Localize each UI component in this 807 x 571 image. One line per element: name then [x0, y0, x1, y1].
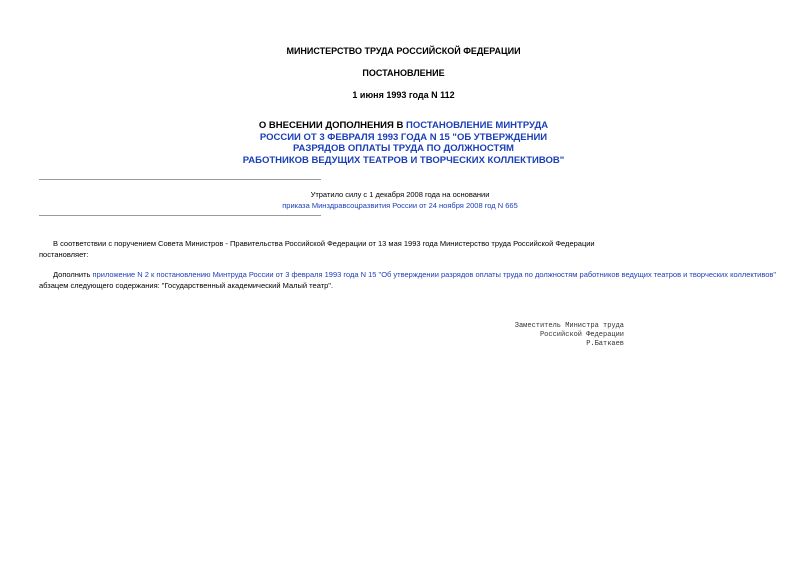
appendix-link[interactable]: приложение N 2 к постановлению Минтруда России от 3 февраля 1993 года N 15 "Об утверждении разрядов оплаты труда по должностям работников ведущих театров и творческих коллективов": [92, 270, 777, 279]
paragraph-2-line-2: абзацем следующего содержания: "Государственный академический Малый театр".: [39, 281, 334, 290]
title-link-part-3[interactable]: РАЗРЯДОВ ОПЛАТЫ ТРУДА ПО ДОЛЖНОСТЯМ: [293, 143, 514, 154]
status-note-link[interactable]: приказа Минздравсоцразвития России от 24 ноября 2008 год N 665: [282, 201, 518, 210]
signature-org: Российской Федерации: [539, 331, 624, 339]
paragraph-1-line-2: постановляет:: [39, 250, 89, 259]
divider-bottom: [39, 215, 321, 216]
title-link-part-4[interactable]: РАБОТНИКОВ ВЕДУЩИХ ТЕАТРОВ И ТВОРЧЕСКИХ КОЛЛЕКТИВОВ": [242, 154, 565, 166]
status-note-text: Утратило силу с 1 декабря 2008 года на основании: [310, 190, 490, 199]
title-line-1: [0, 120, 807, 132]
signature-title: Заместитель Министра труда: [514, 322, 624, 330]
title-link-part-1[interactable]: ПОСТАНОВЛЕНИЕ МИНТРУДА: [405, 120, 549, 131]
document-title: [0, 120, 807, 166]
paragraph-2-start: Дополнить: [53, 270, 93, 279]
paragraph-2-line-1: [39, 270, 793, 281]
document-type-heading: ПОСТАНОВЛЕНИЕ: [362, 68, 445, 78]
signature-name: Р.Баткаев: [586, 340, 624, 348]
ministry-heading: МИНИСТЕРСТВО ТРУДА РОССИЙСКОЙ ФЕДЕРАЦИИ: [286, 46, 521, 56]
paragraph-1-line-1: В соответствии с поручением Совета Министров - Правительства Российской Федерации от 13 мая 1993 года Министерство труда Российской Федерации: [53, 239, 595, 248]
title-link-part-2[interactable]: РОССИИ ОТ 3 ФЕВРАЛЯ 1993 ГОДА N 15 "ОБ УТВЕРЖДЕНИИ: [259, 131, 548, 143]
date-number-heading: 1 июня 1993 года N 112: [352, 90, 455, 100]
title-prefix: О ВНЕСЕНИИ ДОПОЛНЕНИЯ В: [258, 120, 406, 131]
divider-top: [39, 179, 321, 180]
